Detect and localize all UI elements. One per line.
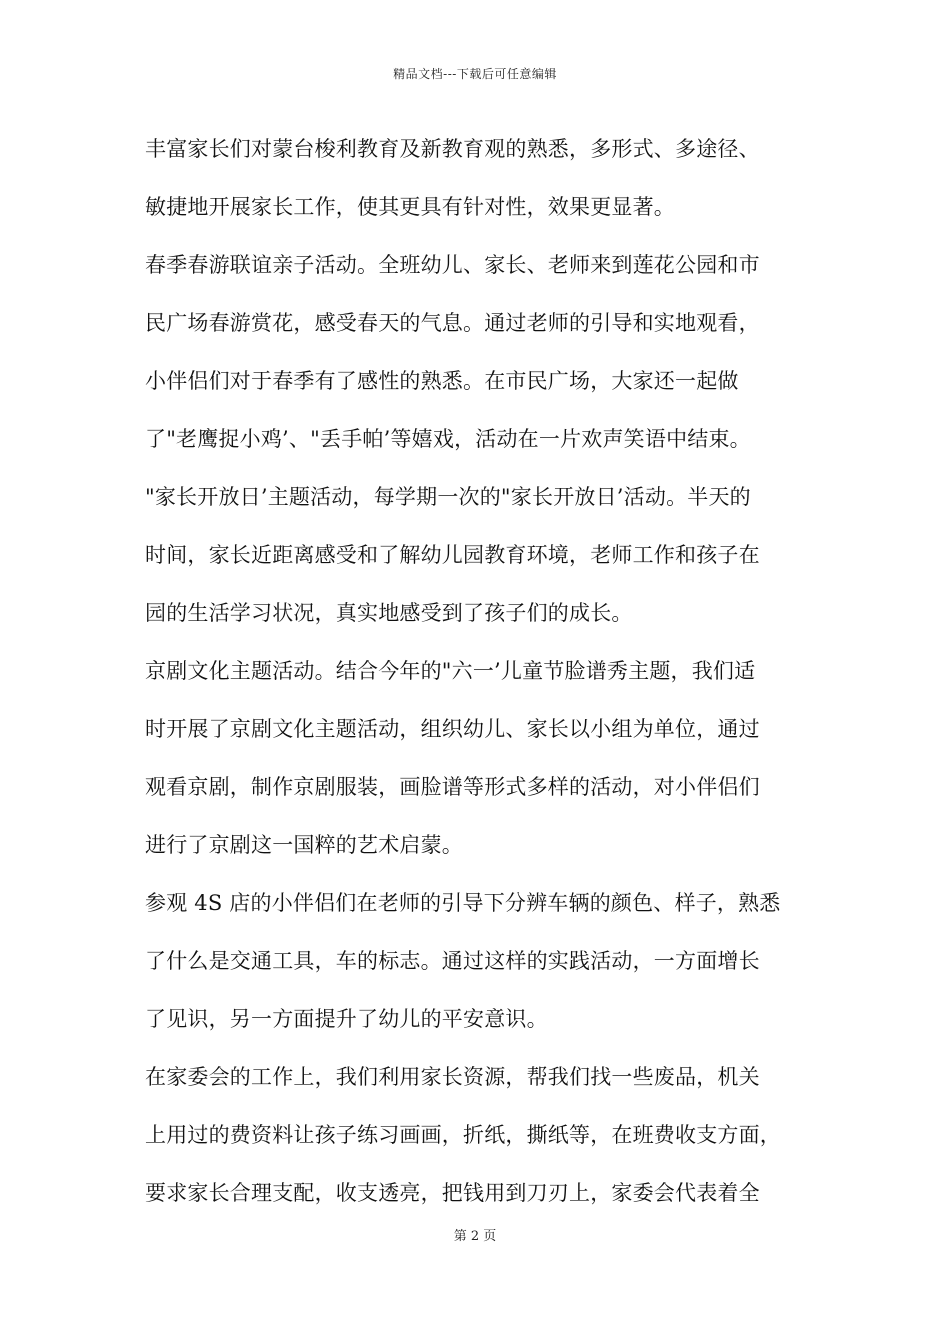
text-line: 了什么是交通工具，车的标志。通过这样的实践活动，一方面增长 [145, 949, 760, 973]
document-body [145, 126, 825, 1228]
text-line: 观看京剧，制作京剧服装，画脸谱等形式多样的活动，对小伴侣们 [145, 775, 760, 799]
text-line: 园的生活学习状况，真实地感受到了孩子们的成长。 [145, 601, 633, 625]
page-header: 精品文档---下载后可任意编辑 [393, 67, 557, 81]
text-line: "家长开放日’主题活动，每学期一次的"家长开放日’活动。半天的 [145, 485, 751, 509]
text-line: 了见识，另一方面提升了幼儿的平安意识。 [145, 1007, 548, 1031]
text-line: 在家委会的工作上，我们利用家长资源，帮我们找一些废品，机关 [145, 1065, 760, 1089]
text-line: 参观 4S 店的小伴侣们在老师的引导下分辨车辆的颜色、样子，熟悉 [145, 891, 781, 915]
text-line: 进行了京剧这一国粹的艺术启蒙。 [145, 833, 463, 857]
text-line: 要求家长合理支配，收支透亮，把钱用到刀刃上，家委会代表着全 [145, 1181, 760, 1205]
text-line: 上用过的费资料让孩子练习画画，折纸，撕纸等，在班费收支方面， [145, 1123, 781, 1147]
text-line: 时间，家长近距离感受和了解幼儿园教育环境，老师工作和孩子在 [145, 543, 760, 567]
text-line: 了"老鹰捉小鸡’、"丢手帕’等嬉戏，活动在一片欢声笑语中结束。 [145, 427, 751, 451]
text-line: 春季春游联谊亲子活动。全班幼儿、家长、老师来到莲花公园和市 [145, 253, 760, 277]
text-line: 小伴侣们对于春季有了感性的熟悉。在市民广场，大家还一起做 [145, 369, 739, 393]
text-line: 京剧文化主题活动。结合今年的"六一’儿童节脸谱秀主题，我们适 [145, 659, 756, 683]
page-number: 第 2 页 [453, 1229, 497, 1244]
text-line: 敏捷地开展家长工作，使其更具有针对性，效果更显著。 [145, 195, 675, 219]
text-line: 时开展了京剧文化主题活动，组织幼儿、家长以小组为单位，通过 [145, 717, 760, 741]
text-line: 民广场春游赏花，感受春天的气息。通过老师的引导和实地观看， [145, 311, 760, 335]
text-line: 丰富家长们对蒙台梭利教育及新教育观的熟悉，多形式、多途径、 [145, 137, 760, 161]
